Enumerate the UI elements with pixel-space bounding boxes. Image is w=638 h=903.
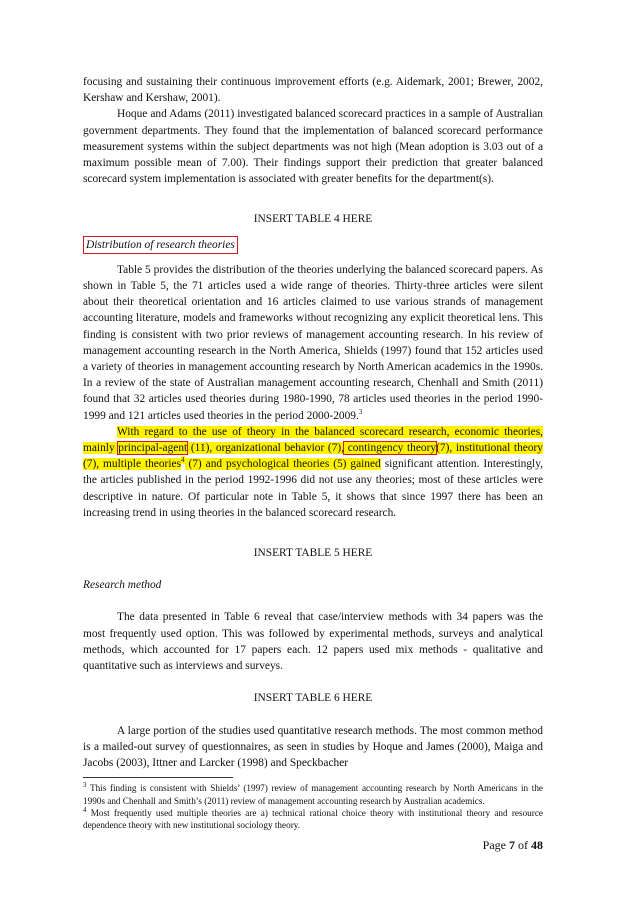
paragraph-hoque-adams: Hoque and Adams (2011) investigated balanced scorecard practices in a sample of Australian government departments. They found that the implementation of balanced scorecard performance measurement systems within the subject departments was not high (Mean adoption is 3.03 out of a maximum possible mean of 7.00). Their findings support their prediction that greater balanced scorecard system implementation is associated with greater benefits for the department(s).: [83, 108, 543, 186]
paragraph-table5: [83, 262, 543, 424]
boxed-contingency-theory: contingency theory: [344, 442, 437, 455]
page-current: 7: [509, 838, 515, 852]
page-number: [483, 838, 543, 853]
footnote-4-text: Most frequently used multiple theories are a) technical rational choice theory with institutional theory and resource dependence theory with new institutional sociology theory.: [83, 807, 543, 831]
highlight-segment-2: (11), organizational behavior (7),: [187, 442, 345, 455]
highlight-segment-1: With regard to the use of theory in the balanced scorecard research, economic theories, mainly: [83, 425, 543, 455]
page-of: of: [518, 838, 528, 852]
highlight-segment-4: (7) and psychological theories (5) gained: [184, 458, 381, 471]
footnote-ref-4: 4: [181, 456, 185, 465]
section-heading-method: Research method: [83, 579, 162, 592]
section-heading-theories: Distribution of research theories: [83, 236, 238, 254]
page-label: Page: [482, 838, 506, 852]
footnote-ref-3: 3: [358, 407, 363, 416]
highlight-segment-3: (7), institutional theory (7), multiple theories: [83, 442, 543, 471]
footnote-divider: [83, 777, 233, 778]
paragraph-theory-use: [83, 424, 543, 521]
boxed-principal-agent: principal-agent: [118, 442, 188, 455]
footnote-mark-4: 4: [83, 805, 87, 814]
insert-table-4: INSERT TABLE 4 HERE: [253, 213, 373, 226]
insert-table-5: INSERT TABLE 5 HERE: [253, 547, 373, 560]
body-text: [83, 74, 543, 832]
page-total: 48: [531, 838, 543, 852]
section-heading-theories-wrap: [83, 236, 543, 254]
footnote-mark-3: 3: [83, 781, 87, 790]
paragraph-theory-rest: significant attention. Interestingly, the articles published in the period 1992-1996 did not use any theories; most of these articles were descriptive in nature. Of particular note in Table 5, it shows that since 1997 there has been an increasing trend in using theories in the balanced scorecard research.: [83, 458, 544, 519]
paragraph-table5-text: Table 5 provides the distribution of the theories underlying the balanced scorecard papers. As shown in Table 5, the 71 articles used a wide range of theories. Thirty-three articles were silent about their theoretical orientation and 16 articles claimed to use various strands of management accounting literature, models and frameworks without recognizing any explicit theoretical lens. This finding is consistent with two prior reviews of management accounting research. In his review of management accounting research in the North America, Shields (1997) found that 152 articles used a variety of theories in management accounting research by North American academics in the 1990s. In a review of the state of Australian management accounting research, Chenhall and Smith (2011) found that 32 articles used theories during 1980-1990, 78 articles used theories in the period 1990-1999 and 121 articles used theories in the period 2000-2009.: [83, 263, 543, 422]
footnote-3: [83, 782, 543, 807]
paragraph-table6: The data presented in Table 6 reveal that case/interview methods with 34 papers was the most frequently used option. This was followed by experimental methods, surveys and analytical methods, which accounted for 17 papers each. 12 papers used mix methods - qualitative and quantitative such as interviews and surveys.: [83, 611, 543, 673]
insert-table-6: INSERT TABLE 6 HERE: [253, 692, 373, 705]
paragraph-continued: focusing and sustaining their continuous improvement efforts (e.g. Aidemark, 2001; Brewer, 2002, Kershaw and Kershaw, 2001).: [83, 76, 543, 105]
paragraph-quantitative: A large portion of the studies used quantitative research methods. The most common method is a mailed-out survey of questionnaires, as seen in studies by Hoque and James (2000), Maiga and Jacobs (2003), Ittner and Larcker (1998) and Speckbacher: [83, 724, 543, 769]
footnote-3-text: This finding is consistent with Shields’ (1997) review of management accounting research by North Americans in the 1990s and Chenhall and Smith’s (2011) review of management accounting research by Australian academics.: [83, 783, 543, 806]
footnote-4: [83, 807, 543, 832]
